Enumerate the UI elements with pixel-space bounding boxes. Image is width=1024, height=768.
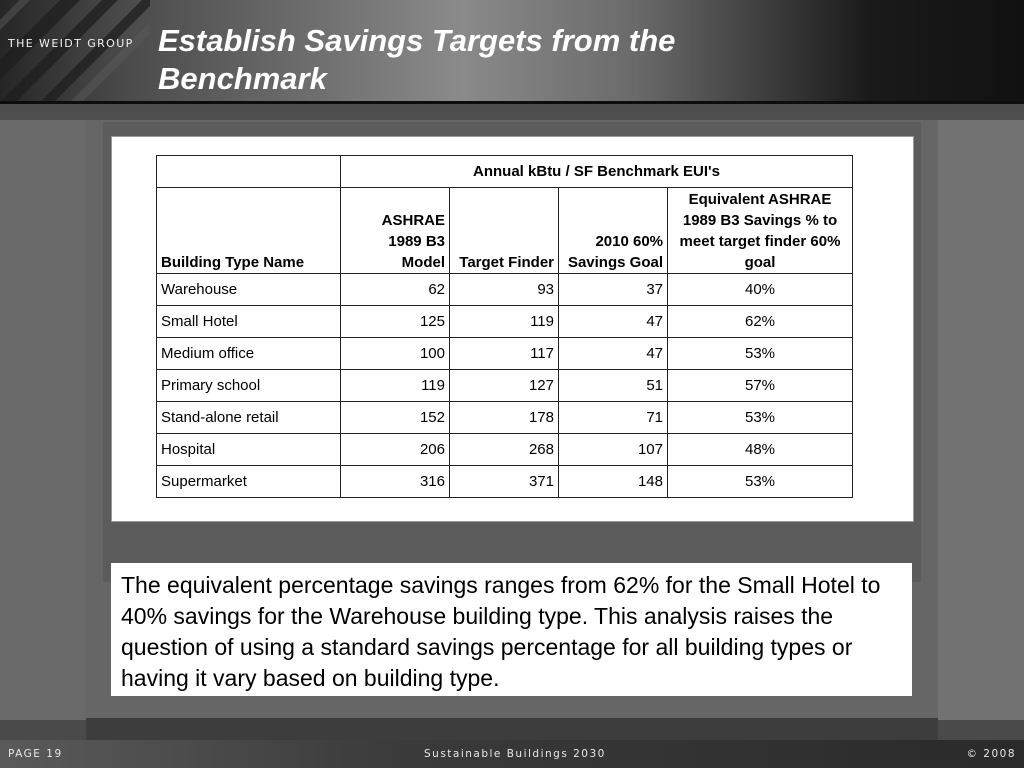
cell-target-finder: 178 xyxy=(450,402,559,434)
table-row xyxy=(157,338,853,370)
cell-equivalent-savings: 62% xyxy=(668,306,853,338)
table-row xyxy=(157,402,853,434)
cell-savings-goal: 51 xyxy=(559,370,668,402)
footer-title: Sustainable Buildings 2030 xyxy=(424,748,606,760)
cell-savings-goal: 37 xyxy=(559,274,668,306)
cell-savings-goal: 148 xyxy=(559,466,668,498)
cell-building-type: Hospital xyxy=(157,434,341,466)
cell-ashrae-model: 119 xyxy=(341,370,450,402)
cell-target-finder: 268 xyxy=(450,434,559,466)
summary-text-box xyxy=(111,563,912,696)
right-panel-decoration xyxy=(938,120,1024,720)
table-panel xyxy=(111,136,914,522)
table-row xyxy=(157,274,853,306)
table-row xyxy=(157,370,853,402)
table-corner-cell xyxy=(157,156,341,188)
cell-target-finder: 119 xyxy=(450,306,559,338)
column-header-building-type: Building Type Name xyxy=(157,188,341,274)
slide-title: Establish Savings Targets from the Benchmark xyxy=(158,23,676,96)
cell-ashrae-model: 316 xyxy=(341,466,450,498)
bottom-panel-decoration xyxy=(86,718,938,740)
cell-savings-goal: 107 xyxy=(559,434,668,466)
table-row xyxy=(157,466,853,498)
column-header-target-finder: Target Finder xyxy=(450,188,559,274)
cell-building-type: Stand-alone retail xyxy=(157,402,341,434)
cell-target-finder: 117 xyxy=(450,338,559,370)
cell-target-finder: 127 xyxy=(450,370,559,402)
table-column-header-row xyxy=(157,188,853,274)
group-header: Annual kBtu / SF Benchmark EUI's xyxy=(341,156,853,188)
cell-savings-goal: 47 xyxy=(559,338,668,370)
cell-target-finder: 371 xyxy=(450,466,559,498)
cell-equivalent-savings: 53% xyxy=(668,466,853,498)
left-panel-decoration xyxy=(0,120,86,720)
logo-stripes-icon xyxy=(0,0,150,102)
page-number: PAGE 19 xyxy=(8,748,63,760)
summary-text: The equivalent percentage savings ranges from 62% for the Small Hotel to 40% savings for the Warehouse building type. This analysis raises the question of using a standard savings percentage for all building types or having it vary based on building type. xyxy=(121,572,881,691)
cell-ashrae-model: 152 xyxy=(341,402,450,434)
cell-building-type: Warehouse xyxy=(157,274,341,306)
company-logo: THE WEIDT GROUP xyxy=(8,37,134,50)
slide-header xyxy=(0,0,1024,102)
cell-savings-goal: 71 xyxy=(559,402,668,434)
cell-ashrae-model: 125 xyxy=(341,306,450,338)
table-row xyxy=(157,306,853,338)
cell-target-finder: 93 xyxy=(450,274,559,306)
table-body xyxy=(157,274,853,498)
header-divider xyxy=(0,101,1024,104)
cell-ashrae-model: 100 xyxy=(341,338,450,370)
cell-building-type: Medium office xyxy=(157,338,341,370)
cell-equivalent-savings: 53% xyxy=(668,402,853,434)
column-header-equivalent-savings: Equivalent ASHRAE 1989 B3 Savings % to meet target finder 60% goal xyxy=(668,188,853,274)
column-header-savings-goal: 2010 60% Savings Goal xyxy=(559,188,668,274)
cell-ashrae-model: 206 xyxy=(341,434,450,466)
cell-equivalent-savings: 57% xyxy=(668,370,853,402)
copyright: © 2008 xyxy=(966,748,1016,760)
slide-footer xyxy=(0,740,1024,768)
cell-ashrae-model: 62 xyxy=(341,274,450,306)
cell-building-type: Primary school xyxy=(157,370,341,402)
column-header-ashrae-model: ASHRAE 1989 B3 Model xyxy=(341,188,450,274)
cell-equivalent-savings: 48% xyxy=(668,434,853,466)
cell-building-type: Small Hotel xyxy=(157,306,341,338)
table-row xyxy=(157,434,853,466)
cell-building-type: Supermarket xyxy=(157,466,341,498)
table-group-header-row xyxy=(157,156,853,188)
cell-equivalent-savings: 53% xyxy=(668,338,853,370)
cell-equivalent-savings: 40% xyxy=(668,274,853,306)
benchmark-table xyxy=(156,155,853,498)
cell-savings-goal: 47 xyxy=(559,306,668,338)
